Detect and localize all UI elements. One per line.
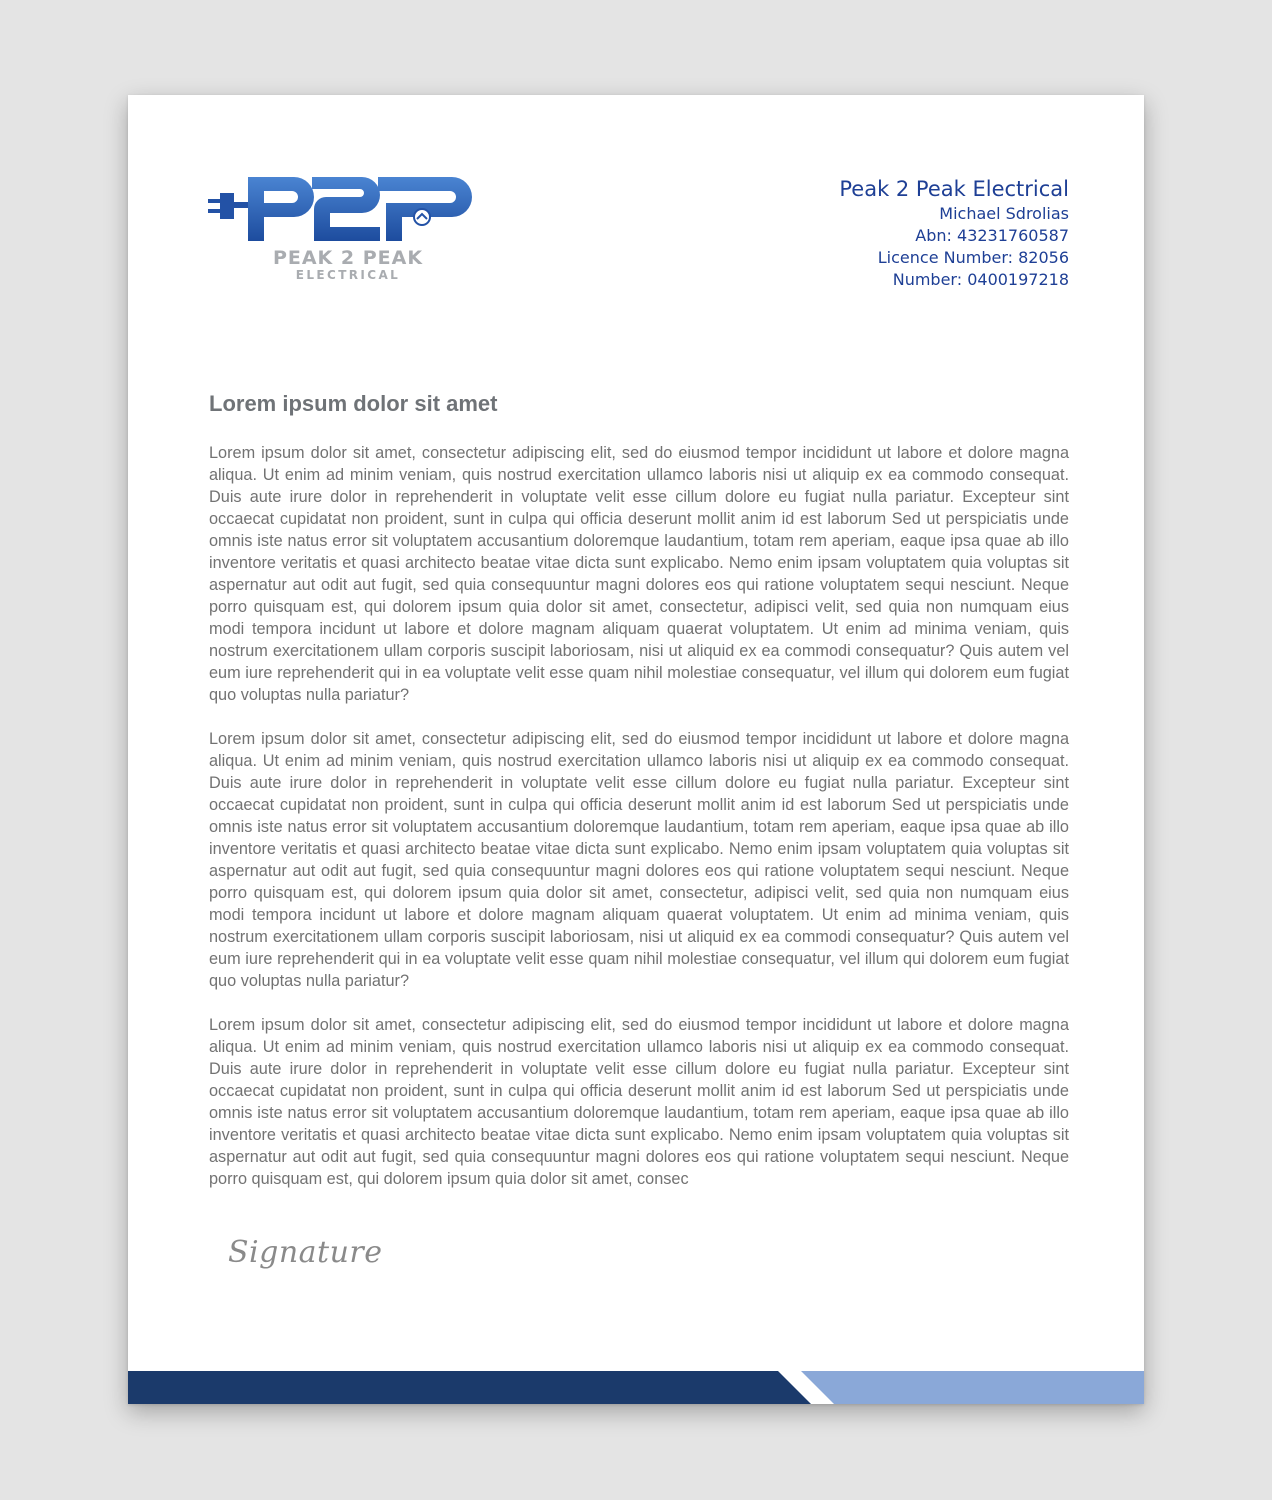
letter-heading: Lorem ipsum dolor sit amet	[209, 391, 498, 416]
p2p-logo-mark	[208, 169, 490, 249]
home-icon	[414, 209, 430, 225]
contact-block	[839, 175, 1069, 291]
phone-number: Number: 0400197218	[892, 270, 1069, 289]
licence-number: Licence Number: 82056	[877, 248, 1069, 267]
plug-icon	[208, 193, 248, 219]
body-paragraph: Lorem ipsum dolor sit amet, consectetur adipiscing elit, sed do eiusmod tempor incididunt ut labore et dolore magna aliqua. Ut enim ad minim veniam, quis nostrud exercitation ullamco laboris nisi ut aliquip ex ea commodo consequat. Duis aute irure dolor in reprehenderit in voluptate velit esse cillum dolore eu fugiat nulla pariatur. Excepteur sint occaecat cupidatat non proident, sunt in culpa qui officia deserunt mollit anim id est laborum Sed ut perspiciatis unde omnis iste natus error sit voluptatem accusantium doloremque laudantium, totam rem aperiam, eaque ipsa quae ab illo inventore veritatis et quasi architecto beatae vitae dicta sunt explicabo. Nemo enim ipsam voluptatem quia voluptas sit aspernatur aut odit aut fugit, sed quia consequuntur magni dolores eos qui ratione voluptatem sequi nesciunt. Neque porro quisquam est, qui dolorem ipsum quia dolor sit amet, consectetur, adipisci velit, sed quia non numquam eius modi tempora incidunt ut labore et dolore magnam aliquam quaerat voluptatem. Ut enim ad minima veniam, quis nostrum exercitationem ullam corporis suscipit laboriosam, nisi ut aliquid ex ea commodi consequatur? Quis autem vel eum iure reprehenderit qui in ea voluptate velit esse quam nihil molestiae consequatur, vel illum qui dolorem eum fugiat quo voluptas nulla pariatur?	[209, 444, 1069, 704]
company-name: Peak 2 Peak Electrical	[839, 177, 1069, 201]
letter-body	[209, 442, 1069, 1212]
logo-tagline-main: PEAK 2 PEAK	[272, 247, 424, 269]
logo-tagline-sub: ELECTRICAL	[295, 268, 401, 282]
body-paragraph: Lorem ipsum dolor sit amet, consectetur adipiscing elit, sed do eiusmod tempor incididunt ut labore et dolore magna aliqua. Ut enim ad minim veniam, quis nostrud exercitation ullamco laboris nisi ut aliquip ex ea commodo consequat. Duis aute irure dolor in reprehenderit in voluptate velit esse cillum dolore eu fugiat nulla pariatur. Excepteur sint occaecat cupidatat non proident, sunt in culpa qui officia deserunt mollit anim id est laborum Sed ut perspiciatis unde omnis iste natus error sit voluptatem accusantium doloremque laudantium, totam rem aperiam, eaque ipsa quae ab illo inventore veritatis et quasi architecto beatae vitae dicta sunt explicabo. Nemo enim ipsam voluptatem quia voluptas sit aspernatur aut odit aut fugit, sed quia consequuntur magni dolores eos qui ratione voluptatem sequi nesciunt. Neque porro quisquam est, qui dolorem ipsum quia dolor sit amet, consec	[209, 1016, 1069, 1188]
signature: Signature	[228, 1235, 383, 1270]
footer-dark-stripe	[128, 1371, 811, 1404]
body-paragraph: Lorem ipsum dolor sit amet, consectetur adipiscing elit, sed do eiusmod tempor incididunt ut labore et dolore magna aliqua. Ut enim ad minim veniam, quis nostrud exercitation ullamco laboris nisi ut aliquip ex ea commodo consequat. Duis aute irure dolor in reprehenderit in voluptate velit esse cillum dolore eu fugiat nulla pariatur. Excepteur sint occaecat cupidatat non proident, sunt in culpa qui officia deserunt mollit anim id est laborum Sed ut perspiciatis unde omnis iste natus error sit voluptatem accusantium doloremque laudantium, totam rem aperiam, eaque ipsa quae ab illo inventore veritatis et quasi architecto beatae vitae dicta sunt explicabo. Nemo enim ipsam voluptatem quia voluptas sit aspernatur aut odit aut fugit, sed quia consequuntur magni dolores eos qui ratione voluptatem sequi nesciunt. Neque porro quisquam est, qui dolorem ipsum quia dolor sit amet, consectetur, adipisci velit, sed quia non numquam eius modi tempora incidunt ut labore et dolore magnam aliquam quaerat voluptatem. Ut enim ad minima veniam, quis nostrum exercitationem ullam corporis suscipit laboriosam, nisi ut aliquid ex ea commodi consequatur? Quis autem vel eum iure reprehenderit qui in ea voluptate velit esse quam nihil molestiae consequatur, vel illum qui dolorem eum fugiat quo voluptas nulla pariatur?	[209, 730, 1069, 990]
letterhead-page	[128, 95, 1144, 1404]
contact-person: Michael Sdrolias	[939, 204, 1069, 223]
abn-number: Abn: 43231760587	[915, 226, 1069, 245]
footer-band	[128, 1371, 1144, 1404]
company-logo	[208, 169, 490, 285]
footer-light-stripe	[801, 1371, 1144, 1404]
